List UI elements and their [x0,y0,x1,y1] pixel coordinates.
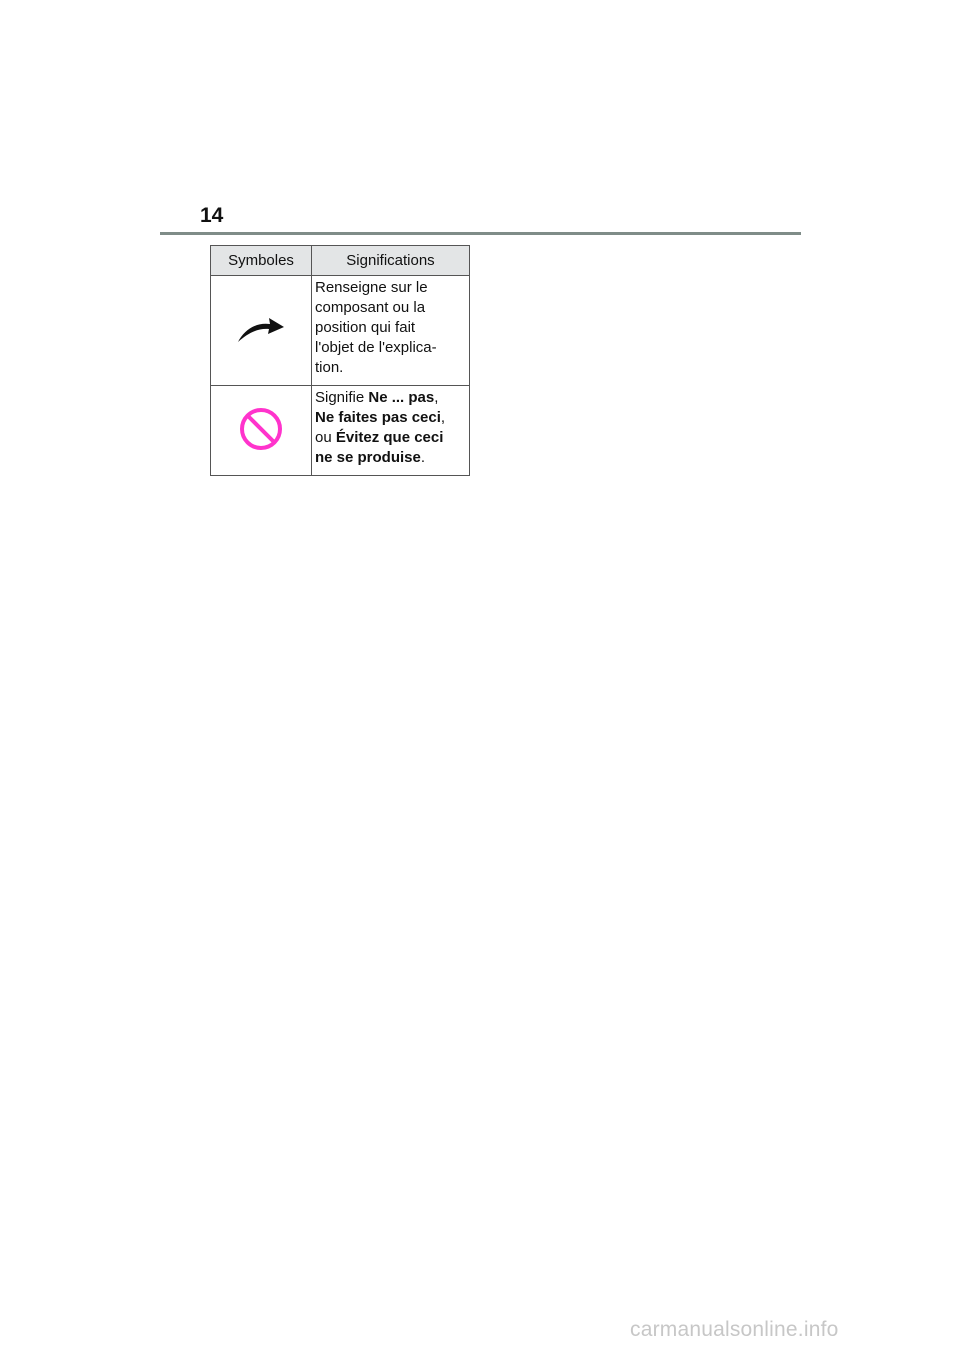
symbol-cell [211,386,312,476]
header-rule [160,232,801,235]
meaning-line: Renseigne sur le [315,279,428,296]
table-row [211,276,470,386]
meaning-emphasis: Ne faites pas ceci [315,409,441,426]
meaning-cell [312,386,470,476]
meaning-emphasis: Ne ... pas [368,389,435,406]
page-number: 14 [200,204,224,227]
meaning-text: , [434,389,439,406]
meaning-text: . [420,449,426,466]
meaning-line: composant ou la [315,299,426,316]
symbols-table [210,245,470,476]
curved-arrow-icon [236,315,286,345]
meaning-text: Signifie [315,389,369,406]
column-header-meanings: Significations [312,246,470,276]
meaning-line: position qui fait [315,319,416,336]
meaning-text: ou [315,429,336,446]
column-header-symbols: Symboles [211,246,312,276]
meaning-emphasis: ne se produise [315,449,421,466]
watermark: carmanualsonline.info [630,1318,839,1341]
meaning-line: l'objet de l'explica- [315,339,437,356]
meaning-text: , [440,409,446,426]
meaning-line: tion. [315,359,344,376]
meaning-emphasis: Évitez que ceci [335,429,444,446]
table-header-row [211,246,470,276]
prohibition-icon [238,406,284,452]
meaning-cell [312,276,470,386]
table-row [211,386,470,476]
symbol-cell [211,276,312,386]
